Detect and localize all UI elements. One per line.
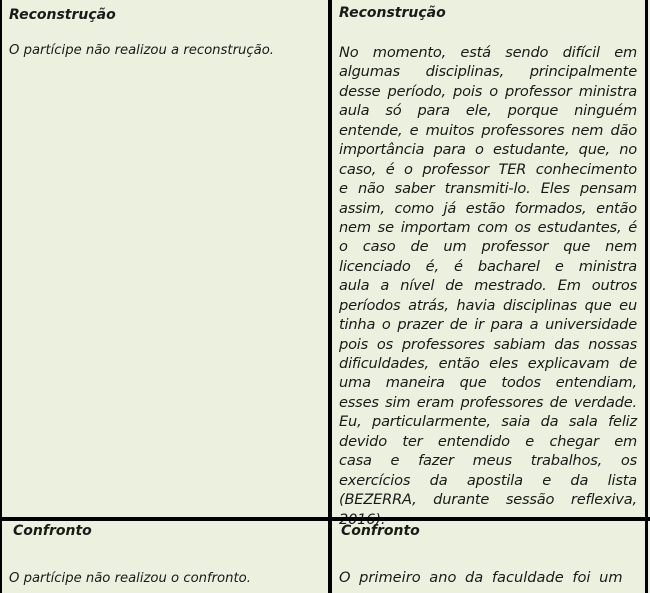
reconstruction-right-heading: Reconstrução — [339, 5, 446, 21]
reconstruction-quote — [339, 43, 637, 529]
reconstruction-left-heading: Reconstrução — [9, 7, 116, 23]
quote-line: uma maneira que todos entendiam, — [339, 374, 637, 392]
quote-line: (BEZERRA, durante sessão reflexiva, — [339, 491, 637, 509]
confronto-left-cell — [2, 521, 328, 593]
quote-line: caso, é o professor TER conhecimento — [339, 160, 637, 178]
quote-line: devido ter entendido e chegar em — [339, 432, 637, 450]
quote-line: aula a nível de mestrado. Em outros — [339, 277, 637, 295]
confronto-right-text: O primeiro ano da faculdade foi um — [339, 569, 623, 586]
quote-line: períodos atrás, havia disciplinas que eu — [339, 296, 637, 314]
quote-line: tinha o prazer de ir para a universidade — [339, 316, 637, 334]
column-divider — [328, 0, 332, 593]
reconstruction-left-cell — [2, 0, 328, 518]
quote-line: exercícios da apostila e da lista — [339, 471, 637, 489]
confronto-right-heading: Confronto — [341, 523, 420, 539]
confronto-right-cell — [333, 521, 644, 593]
quote-line: dificuldades, então eles explicavam de — [339, 355, 637, 372]
quote-line: pois os professores sabiam das nossas — [339, 335, 637, 353]
row-divider — [0, 517, 650, 521]
table-border-right — [645, 0, 648, 593]
quote-line: desse período, pois o professor ministra — [339, 82, 637, 100]
quote-line: algumas disciplinas, principalmente — [339, 63, 637, 81]
quote-line: entende, e muitos professores nem dão — [339, 121, 637, 139]
quote-line: importância para o estudante, que, no — [339, 141, 637, 159]
reconstruction-left-note: O partícipe não realizou a reconstrução. — [9, 43, 274, 58]
confronto-left-note: O partícipe não realizou o confronto. — [9, 571, 251, 586]
quote-line: o caso de um professor que nem — [339, 238, 637, 256]
quote-line: No momento, está sendo difícil em — [339, 44, 637, 61]
quote-line: Eu, particularmente, saia da sala feliz — [339, 413, 637, 431]
quote-line: aula só para ele, porque ninguém — [339, 102, 637, 120]
quote-line: nem se importam com os estudantes, é — [339, 218, 637, 236]
quote-line: esses sim eram professores de verdade. — [339, 393, 637, 411]
reconstruction-right-cell — [333, 0, 644, 518]
quote-line: assim, como já estão formados, então — [339, 199, 637, 217]
quote-line: e não saber transmiti-lo. Eles pensam — [339, 180, 637, 198]
confronto-left-heading: Confronto — [13, 523, 92, 539]
quote-line: casa e fazer meus trabalhos, os — [339, 452, 637, 470]
quote-line: licenciado é, é bacharel e ministra — [339, 257, 637, 275]
